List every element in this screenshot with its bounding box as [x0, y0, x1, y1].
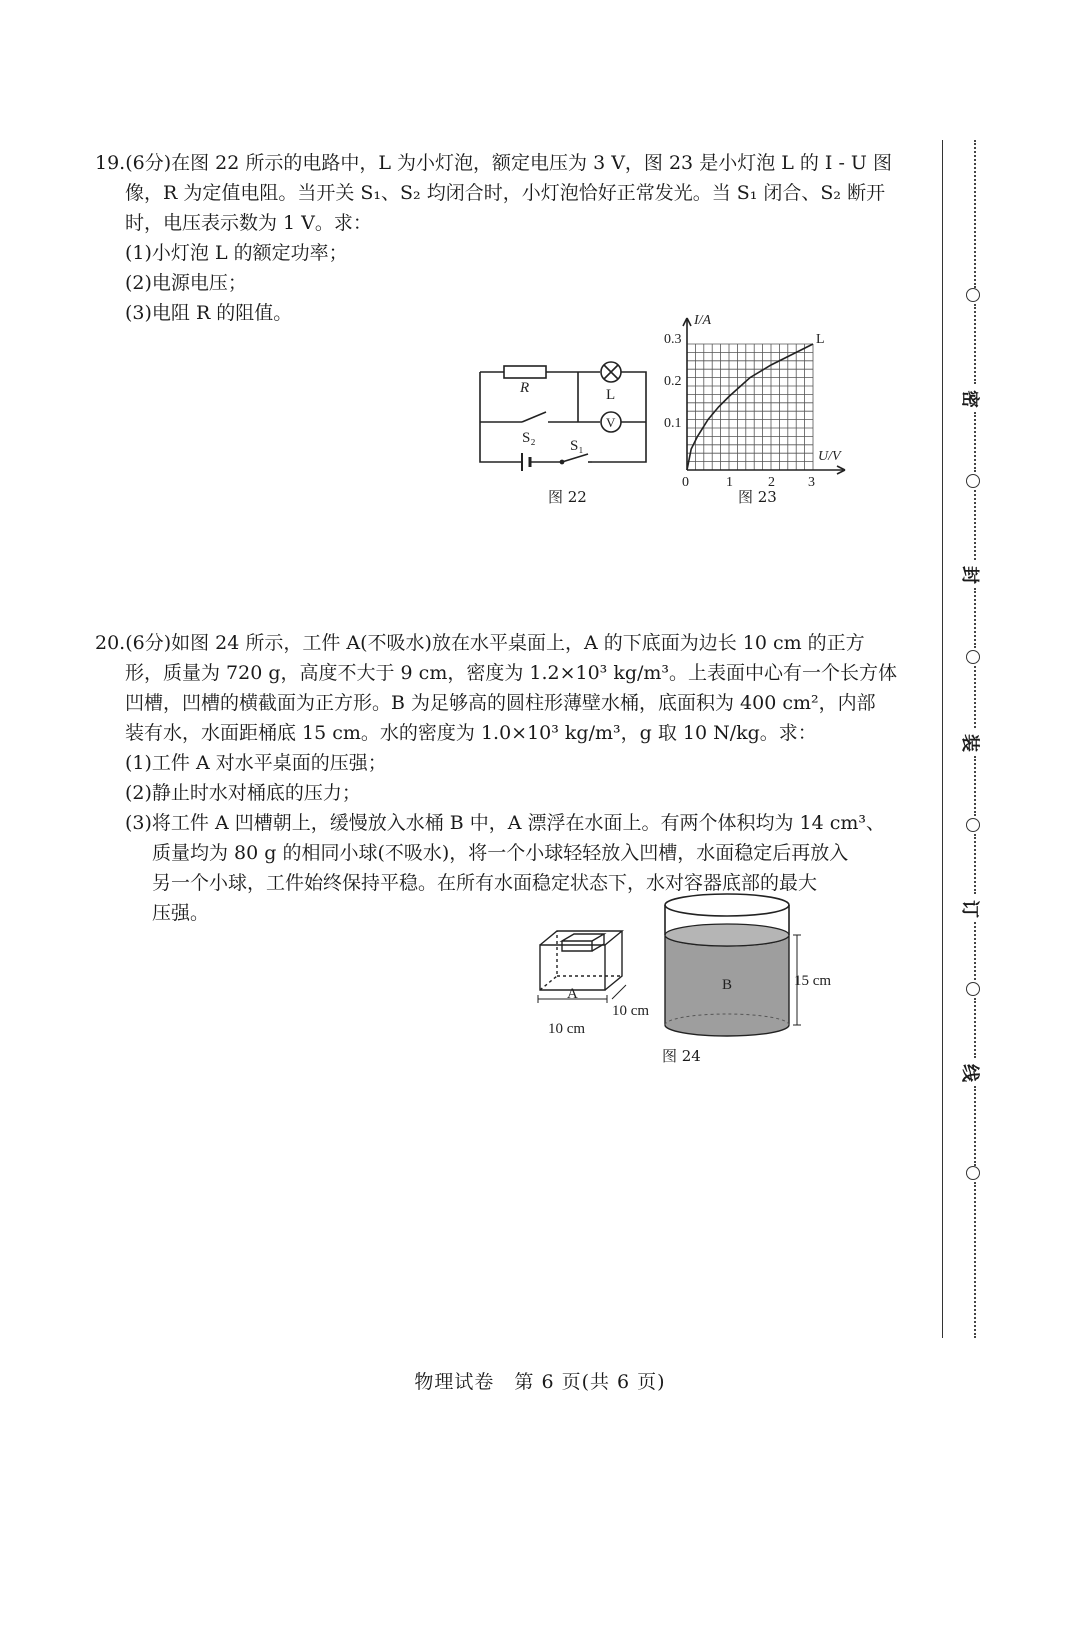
dim-bottom: 10 cm — [548, 1021, 586, 1037]
circle-mark — [966, 1166, 980, 1180]
dim-side: 10 cm — [612, 1003, 650, 1019]
figure-24-drawing — [530, 885, 860, 1045]
xtick-2: 2 — [768, 475, 775, 490]
wire-left — [480, 372, 522, 462]
q19-line-3: 时，电压表示数为 1 V。求： — [125, 212, 372, 234]
circle-mark — [966, 288, 980, 302]
side-char-mi: 密 — [959, 390, 980, 408]
side-char-feng: 封 — [959, 566, 980, 584]
figure-24 — [530, 885, 860, 1045]
q19-sub-3: (3)电阻 R 的阻值。 — [125, 302, 293, 324]
circuit-diagram — [470, 350, 670, 490]
question-20 — [95, 628, 898, 928]
label-R: R — [520, 380, 530, 396]
ytick-0.2: 0.2 — [664, 374, 682, 389]
label-A: A — [567, 986, 578, 1002]
q20-sub-3-cont-1: 质量均为 80 g 的相同小球(不吸水)，将一个小球轻轻放入凹槽，水面稳定后再放入 — [152, 842, 849, 864]
ylabel: I/A — [694, 313, 712, 328]
ytick-0.1: 0.1 — [664, 416, 682, 431]
q19-sub-1: (1)小灯泡 L 的额定功率； — [125, 242, 348, 264]
label-S2: S₂ — [522, 430, 536, 446]
iu-chart — [650, 310, 850, 490]
q20-line-1: 20.(6分)如图 24 所示，工件 A(不吸水)放在水平桌面上，A 的下底面为边长 10 cm 的正方 — [95, 632, 865, 654]
figure-23-chart — [650, 310, 850, 490]
label-L: L — [606, 387, 616, 403]
q20-sub-3-cont-3: 压强。 — [152, 902, 210, 924]
label-S1: S₁ — [570, 438, 584, 454]
circle-mark — [966, 818, 980, 832]
q20-sub-3: (3)将工件 A 凹槽朝上，缓慢放入水桶 B 中，A 漂浮在水面上。有两个体积均为 14 cm³、 — [125, 812, 886, 834]
label-V: V — [606, 415, 616, 430]
figure-22-caption: 图 22 — [548, 488, 587, 506]
question-19 — [95, 148, 895, 328]
q20-line-2: 形，质量为 720 g，高度不大于 9 cm，密度为 1.2×10³ kg/m³。上表面中心有一个长方体 — [125, 662, 898, 684]
margin-edge-line — [942, 140, 943, 1338]
circle-mark — [966, 474, 980, 488]
lamp-cross — [604, 365, 618, 379]
q20-line-4: 装有水，水面距桶底 15 cm。水的密度为 1.0×10³ kg/m³，g 取 10 N/kg。求： — [125, 722, 817, 744]
xtick-1: 1 — [726, 475, 733, 490]
xtick-3: 3 — [808, 475, 815, 490]
xlabel: U/V — [818, 449, 841, 464]
switch-S1 — [562, 454, 588, 462]
label-B: B — [722, 977, 733, 993]
q20-line-3: 凹槽，凹槽的横截面为正方形。B 为足够高的圆柱形薄壁水桶，底面积为 400 cm²，内部 — [125, 692, 876, 714]
side-char-xian: 线 — [959, 1064, 980, 1082]
q19-line-1: 19.(6分)在图 22 所示的电路中，L 为小灯泡，额定电压为 3 V，图 23 是小灯泡 L 的 I - U 图 — [95, 152, 892, 174]
figure-24-caption: 图 24 — [662, 1047, 701, 1065]
page-footer: 物理试卷 第 6 页(共 6 页) — [414, 1371, 666, 1393]
xtick-0: 0 — [682, 475, 689, 490]
series-L-curve — [687, 344, 813, 470]
side-char-ding: 订 — [959, 900, 980, 918]
curve-label-L: L — [816, 332, 825, 347]
binding-margin — [948, 140, 1008, 1340]
dim-height: 15 cm — [794, 973, 832, 989]
circle-mark — [966, 982, 980, 996]
figure-22-circuit — [470, 350, 670, 490]
q20-sub-2: (2)静止时水对桶底的压力； — [125, 782, 361, 804]
workpiece-A — [538, 931, 626, 1003]
q20-sub-1: (1)工件 A 对水平桌面的压强； — [125, 752, 387, 774]
q19-line-2: 像，R 为定值电阻。当开关 S₁、S₂ 均闭合时，小灯泡恰好正常发光。当 S₁ 闭合、S₂ 断开 — [125, 182, 886, 204]
side-char-zhuang: 装 — [959, 734, 980, 752]
figure-23-caption: 图 23 — [738, 488, 777, 506]
ytick-0.3: 0.3 — [664, 332, 682, 347]
switch-S2 — [522, 412, 546, 422]
bucket-B — [665, 894, 801, 1036]
q19-sub-2: (2)电源电压； — [125, 272, 247, 294]
resistor-R — [504, 366, 546, 378]
q20-sub-3-cont-2: 另一个小球，工件始终保持平稳。在所有水面稳定状态下，水对容器底部的最大 — [152, 872, 818, 894]
circle-mark — [966, 650, 980, 664]
